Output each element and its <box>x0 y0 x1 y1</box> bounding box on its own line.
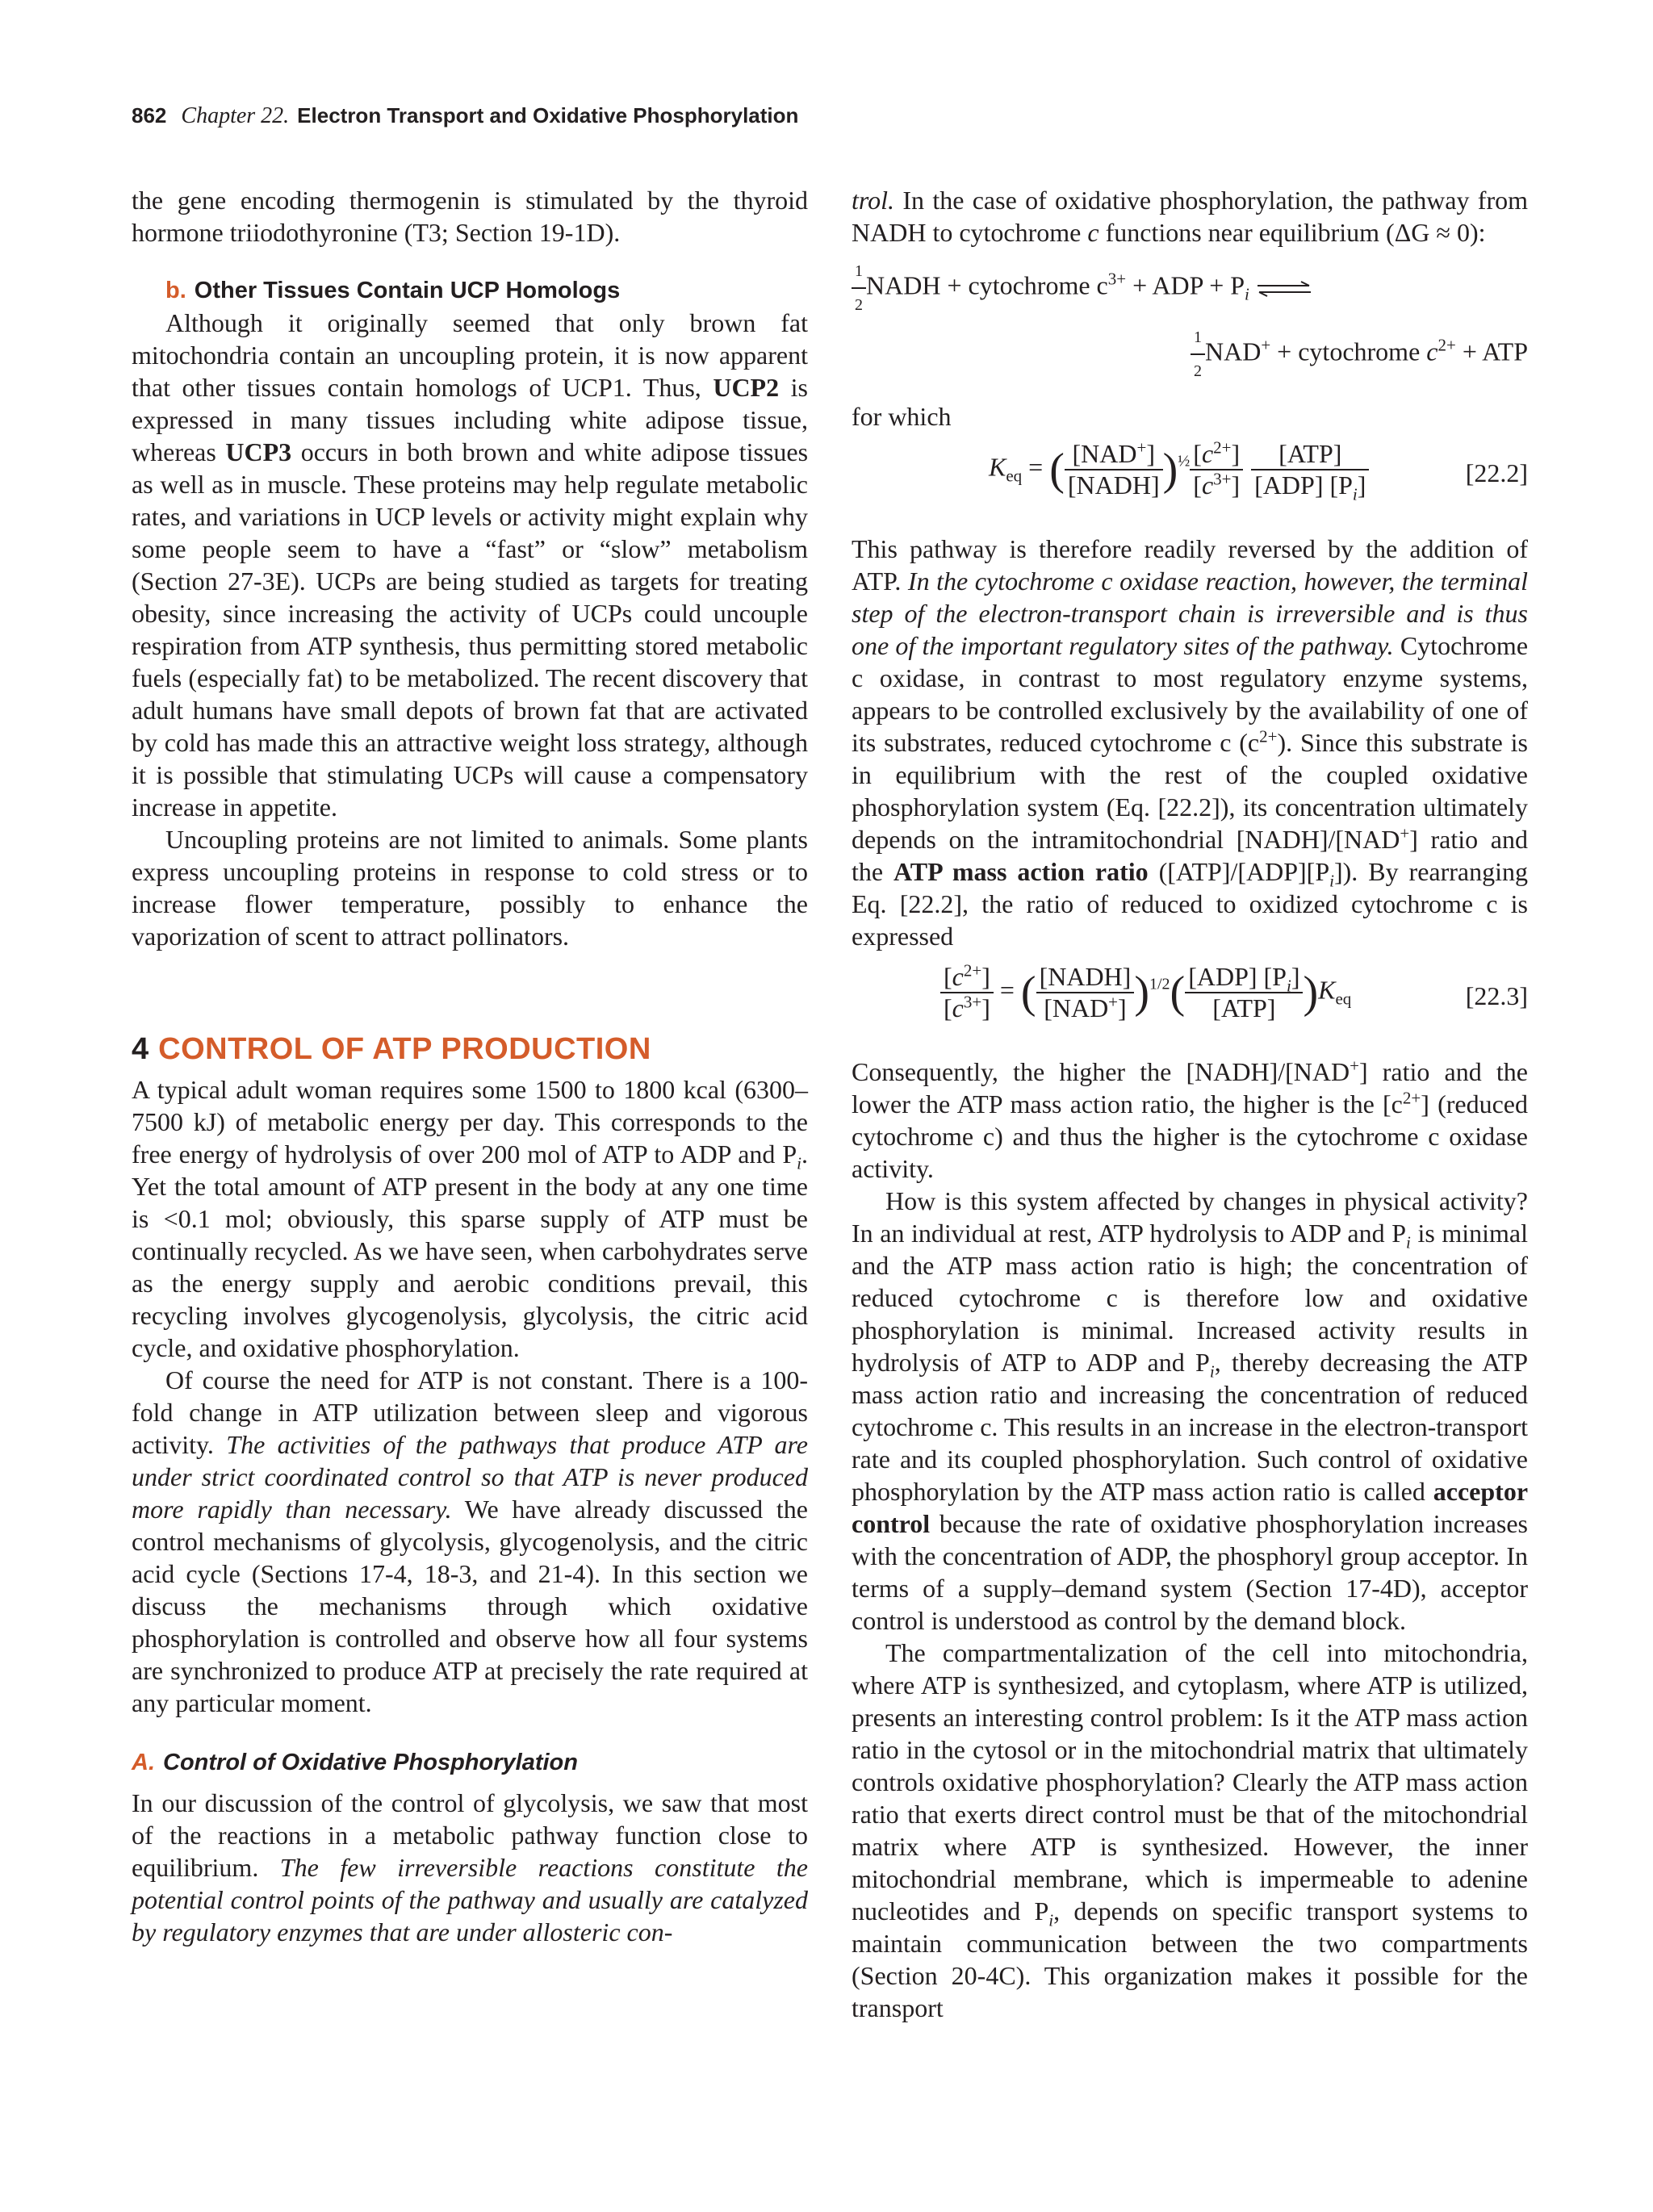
equation-number: [22.3] <box>1465 981 1528 1010</box>
paragraph: This pathway is therefore readily reversed by the addition of ATP. In the cytochrome c oxidase reaction, however, the terminal step of the electron-transport chain is irreversible and is thus one of the important regulatory sites of the pathway. Cytochrome c oxidase, in contrast to most regulatory enzyme systems, appears to be controlled exclusively by the availability of one of its substrates, reduced cytochrome c $(c^{2+})$. Since this substrate is in equilibrium with the rest of the coupled oxidative phosphorylation system (Eq. [22.2]), its concentration ultimately depends on the intramitochondrial [NADH]/[NAD+] ratio and the ATP mass action ratio $([ATP]/[ADP][P_i])$. By rearranging Eq. [22.2], the ratio of reduced to oxidized cytochrome c is expressed <box>852 534 1529 951</box>
section-heading <box>132 1030 808 1068</box>
section-number: 4 <box>132 1032 149 1066</box>
left-column <box>132 184 808 1948</box>
right-column <box>852 184 1528 2024</box>
subsection-heading-b <box>132 274 808 307</box>
paragraph: the gene encoding thermogenin is stimulated by the thyroid hormone triiodothyronine (T3; Section 19-1D). <box>132 186 808 247</box>
chapter-title: Electron Transport and Oxidative Phosphorylation <box>297 103 799 128</box>
paragraph: A typical adult woman requires some 1500 to 1800 kcal (6300–7500 kJ) of metabolic energy per day. This corresponds to the free energy of hydrolysis of over 200 mol of ATP to ADP and $P_i$. Yet the total amount of ATP present in the body at any one time is <0.1 mol; obviously, this sparse supply of ATP must be continually recycled. As we have seen, when carbohydrates serve as the energy supply and aerobic conditions prevail, this recycling involves glycogenolysis, glycolysis, the citric acid cycle, and oxidative phosphorylation. <box>132 1075 808 1362</box>
paragraph: Although it originally seemed that only brown fat mitochondria contain an uncoupling protein, it is now apparent that other tissues contain homologs of UCP1. Thus, UCP2 is expressed in many tissues including white adipose tissue, whereas UCP3 occurs in both brown and white adipose tissues as well as in muscle. These proteins may help regulate metabolic rates, and variations in UCP levels or activity might explain why some people seem to have a “fast” or “slow” metabolism (Section 27-3E). UCPs are being studied as targets for treating obesity, since increasing the activity of UCPs could uncouple respiration from ATP synthesis, thus permitting stored metabolic fuels (especially fat) to be metabolized. The recent discovery that adult humans have small depots of brown fat that are activated by cold has made this an attractive weight loss strategy, although it is possible that stimulating UCPs will cause a compensatory increase in appetite. <box>132 308 809 822</box>
paragraph: Of course the need for ATP is not constant. There is a 100-fold change in ATP utilization between sleep and vigorous activity. The activities of the pathways that produce ATP are under strict coordinated control so that ATP is never produced more rapidly than necessary. We have already discussed the control mechanisms of glycolysis, glycogenolysis, and the citric acid cycle (Sections 17-4, 18-3, and 21-4). In this section we discuss the mechanisms through which oxidative phosphorylation is controlled and observe how all four systems are synchronized to produce ATP at precisely the rate required at any particular moment. <box>132 1365 809 1717</box>
section-title: CONTROL OF ATP PRODUCTION <box>158 1032 651 1066</box>
reaction-equation-line-1: $\frac{1}{2}$ NADH + cytochrome $c^{3+}$ + ADP + $P_i$ <box>852 255 1528 321</box>
paragraph: Consequently, the higher the [NADH]/[NAD+] ratio and the lower the ATP mass action ratio, the higher is the $[c^{2+}]$ (reduced cytochrome c) and thus the higher is the cytochrome c oxidase activity. <box>852 1056 1529 1183</box>
reaction-equation-line-2: $\frac{1}{2}$ NAD+ + cytochrome $c^{2+}$ + ATP <box>852 321 1528 387</box>
running-head <box>132 102 798 130</box>
equation-22-2: $K_{eq}$ = ( $\frac{[NAD^+]}{\text{[NADH]}}$ )$^{\frac{1}{2}}$ $\frac{[c^{2+}]}{[c^{3+}]}$ $\frac{\text{[ATP]}}{[ADP] [P_i]}$ [22.2] <box>989 437 1528 504</box>
subsection-letter: b. <box>165 278 186 303</box>
paragraph: Uncoupling proteins are not limited to animals. Some plants express uncoupling proteins in response to cold stress or to increase flower temperature, possibly to enhance the vaporization of scent to attract pollinators. <box>132 825 808 951</box>
subsection-title: Other Tissues Contain UCP Homologs <box>194 278 621 303</box>
equation-number: [22.2] <box>1465 458 1528 487</box>
subsection-heading-a <box>132 1746 808 1779</box>
paragraph: In our discussion of the control of glycolysis, we saw that most of the reactions in a metabolic pathway function close to equilibrium. The few irreversible reactions constitute the potential control points of the pathway and usually are catalyzed by regulatory enzymes that are under allosteric con- <box>132 1788 808 1946</box>
paragraph: The compartmentalization of the cell into mitochondria, where ATP is synthesized, and cytoplasm, where ATP is utilized, presents an interesting control problem: Is it the ATP mass action ratio in the cytosol or in the mitochondrial matrix that ultimately controls oxidative phosphorylation? Clearly the ATP mass action ratio that exerts direct control must be that of the mitochondrial matrix where ATP is synthesized. However, the inner mitochondrial membrane, which is impermeable to adenine nucleotides and $P_i$, depends on specific transport systems to maintain communication between the two compartments (Section 20-4C). This organization makes it possible for the transport <box>852 1638 1529 2022</box>
chapter-label: Chapter 22. <box>181 103 290 128</box>
paragraph: How is this system affected by changes in physical activity? In an individual at rest, ATP hydrolysis to ADP and $P_i$ is minimal and the ATP mass action ratio is high; the concentration of reduced cytochrome c is therefore low and oxidative phosphorylation is minimal. Increased activity results in hydrolysis of ATP to ADP and $P_i$, thereby decreasing the ATP mass action ratio and increasing the concentration of reduced cytochrome c. This results in an increase in the electron-transport rate and its coupled phosphorylation. Such control of oxidative phosphorylation by the ATP mass action ratio is called acceptor control because the rate of oxidative phosphorylation increases with the concentration of ADP, the phosphoryl group acceptor. In terms of a supply–demand system (Section 17-4D), acceptor control is understood as control by the demand block. <box>852 1186 1529 1635</box>
paragraph: trol. In the case of oxidative phosphorylation, the pathway from NADH to cytochrome c functions near equilibrium (ΔG ≈ 0): <box>852 186 1529 247</box>
paragraph: for which <box>852 402 952 431</box>
subsection-title: Control of Oxidative Phosphorylation <box>163 1750 578 1775</box>
equation-22-3: $\frac{[c^{2+}]}{[c^{3+}]}$ = ( $\frac{\text{[NADH]}}{[NAD^+]}$ )$^{1/2}$( $\frac{[ADP] [P_i]}{\text{[ATP]}}$ )$K_{eq}$ [22.3] <box>852 959 1528 1047</box>
equilibrium-arrows-icon <box>1256 272 1312 304</box>
subsection-letter: A. <box>132 1750 155 1775</box>
page-number: 862 <box>132 103 167 128</box>
